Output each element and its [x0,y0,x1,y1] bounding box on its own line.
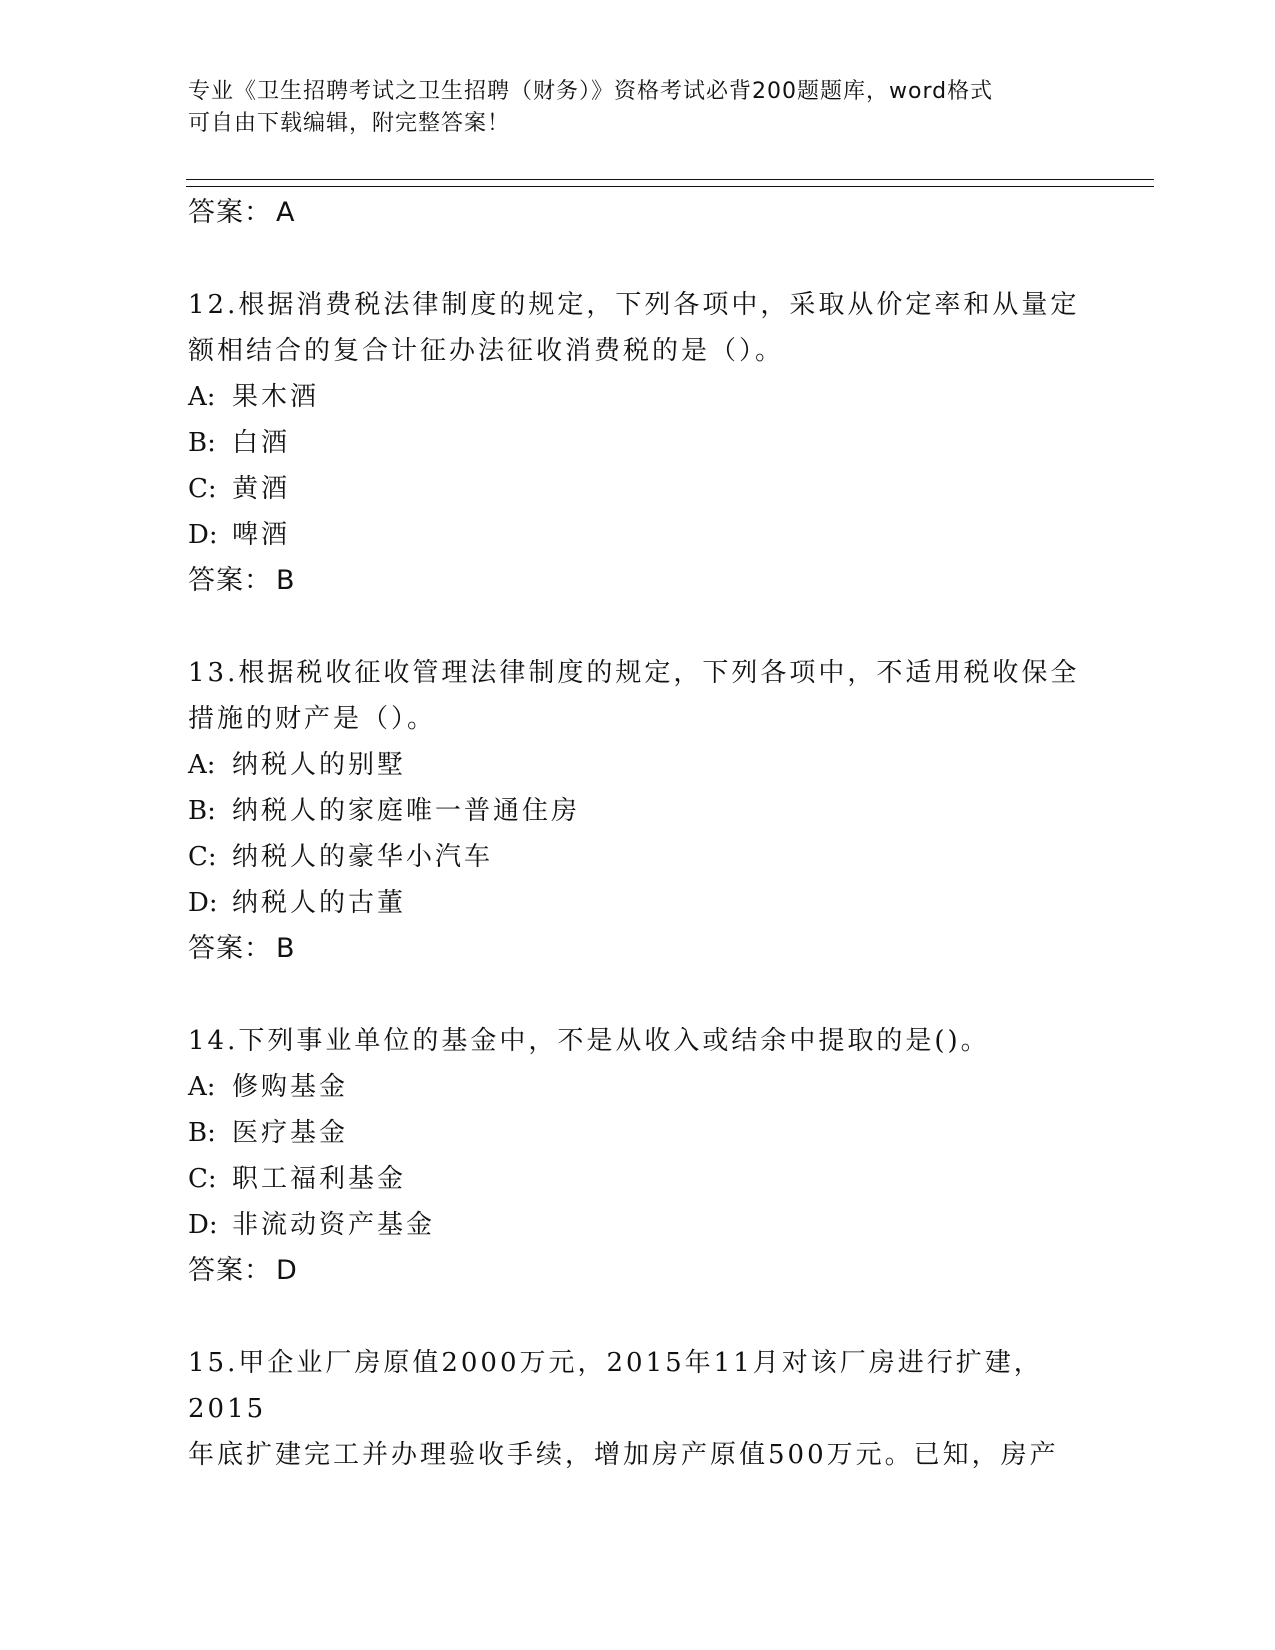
option-text: 职工福利基金 [232,1164,407,1194]
question-spacer [188,604,1088,650]
question-spacer [188,972,1088,1018]
answer-prefix: 答案： [188,565,272,596]
header-divider [186,179,1154,187]
question-stem-line: 13.根据税收征收管理法律制度的规定，下列各项中，不适用税收保全 [188,658,1080,688]
header-line-1: 专业《卫生招聘考试之卫生招聘（财务）》资格考试必背200题题库，word格式 [188,79,994,104]
header-line-2: 可自由下载编辑，附完整答案！ [188,111,511,136]
question-list [188,236,1088,1478]
question-spacer [188,1294,1088,1340]
option-text: 果木酒 [232,382,320,412]
question-stem-line: 额相结合的复合计征办法征收消费税的是（）。 [188,336,785,366]
option-text: 非流动资产基金 [232,1210,436,1240]
question-stem-line: 15.甲企业厂房原值2000万元，2015年11月对该厂房进行扩建，2015 [188,1348,1043,1424]
option-text: 黄酒 [232,474,291,504]
answer-value: D [276,1255,298,1286]
option-letter: A: [188,750,216,780]
question-block [188,650,1088,972]
option-letter: D: [188,888,218,918]
answer-value: A [276,197,296,228]
answer-option [188,1202,1088,1248]
option-text: 白酒 [232,428,291,458]
option-text: 纳税人的家庭唯一普通住房 [232,796,581,826]
option-letter: C: [188,1164,217,1194]
option-text: 医疗基金 [232,1118,349,1148]
option-text: 纳税人的别墅 [232,750,407,780]
answer-prefix: 答案： [188,197,272,228]
answer-prefix: 答案： [188,933,272,964]
option-text: 啤酒 [232,520,291,550]
option-letter: B: [188,428,216,458]
answer-option [188,788,1088,834]
option-letter: B: [188,796,216,826]
answer-line [188,558,1088,604]
option-letter: B: [188,1118,216,1148]
option-text: 纳税人的豪华小汽车 [232,842,494,872]
question-stem-line: 年底扩建完工并办理验收手续，增加房产原值500万元。已知，房产 [188,1440,1059,1470]
question-stem [188,282,1088,374]
option-letter: D: [188,1210,218,1240]
answer-option [188,834,1088,880]
answer-value: B [276,933,296,964]
answer-option [188,880,1088,926]
question-stem [188,650,1088,742]
question-stem-line: 12.根据消费税法律制度的规定，下列各项中，采取从价定率和从量定 [188,290,1080,320]
answer-option [188,374,1088,420]
question-block [188,1340,1088,1478]
answer-option [188,512,1088,558]
answer-option [188,420,1088,466]
answer-value: B [276,565,296,596]
question-stem [188,1340,1088,1478]
answer-line [188,926,1088,972]
question-block [188,1018,1088,1294]
answer-line-prev [188,190,1088,236]
question-stem-line: 措施的财产是（）。 [188,704,437,734]
question-stem [188,1018,1088,1064]
option-letter: C: [188,474,217,504]
answer-option [188,1156,1088,1202]
question-spacer [188,236,1088,282]
question-stem-line: 14.下列事业单位的基金中，不是从收入或结余中提取的是()。 [188,1026,990,1056]
answer-option [188,1110,1088,1156]
option-text: 纳税人的古董 [232,888,407,918]
answer-option [188,466,1088,512]
option-letter: A: [188,382,216,412]
answer-option [188,742,1088,788]
option-text: 修购基金 [232,1072,349,1102]
answer-line [188,1248,1088,1294]
answer-option [188,1064,1088,1110]
option-letter: C: [188,842,217,872]
document-header [188,76,1088,140]
document-body [188,190,1088,1478]
question-block [188,282,1088,604]
option-letter: A: [188,1072,216,1102]
answer-prefix: 答案： [188,1255,272,1286]
option-letter: D: [188,520,218,550]
